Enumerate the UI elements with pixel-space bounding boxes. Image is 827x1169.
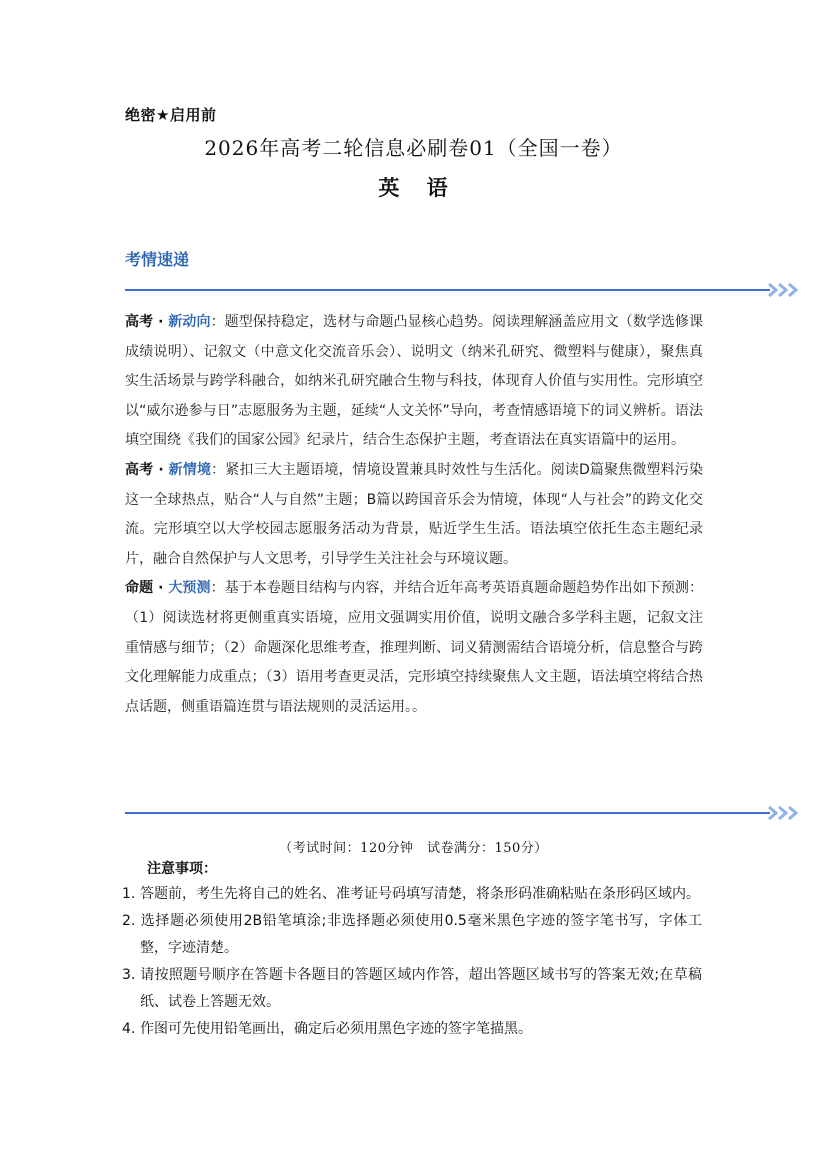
overview-paragraph xyxy=(125,456,703,574)
note-item xyxy=(122,908,702,962)
paragraph-text: ：题型保持稳定，选材与命题凸显核心趋势。阅读理解涵盖应用文（数学选修课成绩说明）、记叙文（中意文化交流音乐会）、说明文（纳米孔研究、微塑料与健康），聚焦真实生活场景与跨学科融合，如纳米孔研究融合生物与科技，体现育人价值与实用性。完形填空以“威尔逊参与日”志愿服务为主题，延续“人文关怀”导向，考查情感语境下的词义辨析。语法填空围绕《我们的国家公园》纪录片，结合生态保护主题，考查语法在真实语篇中的运用。 xyxy=(125,314,703,449)
exam-info: （考试时间：120分钟 试卷满分：150分） xyxy=(279,841,548,856)
paragraph-label: 高考 · xyxy=(125,461,169,478)
overview-content xyxy=(125,308,703,722)
note-number: 3. xyxy=(122,967,136,983)
paragraph-label: 高考 · xyxy=(125,314,169,330)
paragraph-tag: 新情境 xyxy=(168,461,212,478)
exam-title: 2026年高考二轮信息必刷卷01（全国一卷） xyxy=(204,136,623,160)
note-number: 1. xyxy=(122,886,136,902)
note-number: 4. xyxy=(122,1021,136,1037)
notes-heading: 注意事项： xyxy=(147,861,217,877)
note-text: 作图可先使用铅笔画出，确定后必须用黑色字迹的签字笔描黑。 xyxy=(140,1021,532,1037)
note-number: 2. xyxy=(122,913,136,929)
overview-paragraph xyxy=(125,308,703,456)
note-item xyxy=(122,1016,702,1043)
confidential-label: 绝密★启用前 xyxy=(125,106,217,124)
note-text: 选择题必须使用2B铅笔填涂;非选择题必须使用0.5毫米黑色字迹的签字笔书写，字体工整，字迹清楚。 xyxy=(140,913,702,956)
bottom-divider xyxy=(125,806,801,820)
paragraph-label: 命题 · xyxy=(125,580,169,597)
note-text: 请按照题号顺序在答题卡各题目的答题区域内作答，超出答题区域书写的答案无效;在草稿纸、试卷上答题无效。 xyxy=(140,967,702,1010)
double-chevron-icon xyxy=(767,806,801,820)
paragraph-text: ：紧扣三大主题语境，情境设置兼具时效性与生活化。阅读D篇聚焦微塑料污染这一全球热点，贴合“人与自然”主题；B篇以跨国音乐会为情境，体现“人与社会”的跨文化交流。完形填空以大学校园志愿服务活动为背景，贴近学生生活。语法填空依托生态主题纪录片，融合自然保护与人文思考，引导学生关注社会与环境议题。 xyxy=(125,461,703,567)
divider-line xyxy=(125,812,770,814)
paragraph-tag: 新动向 xyxy=(168,314,211,330)
overview-paragraph xyxy=(125,574,703,722)
top-divider xyxy=(125,283,801,297)
notes-list xyxy=(122,881,702,1043)
double-chevron-icon xyxy=(767,283,801,297)
paragraph-text: ：基于本卷题目结构与内容，并结合近年高考英语真题命题趋势作出如下预测：（1）阅读选材将更侧重真实语境，应用文强调实用价值，说明文融合多学科主题，记叙文注重情感与细节；（2）命题深化思维考查，推理判断、词义猜测需结合语境分析，信息整合与跨文化理解能力成重点；（3）语用考查更灵活，完形填空持续聚焦人文主题，语法填空将结合热点话题，侧重语篇连贯与语法规则的灵活运用。。 xyxy=(125,580,703,715)
note-text: 答题前，考生先将自己的姓名、准考证号码填写清楚，将条形码准确粘贴在条形码区域内。 xyxy=(140,886,700,902)
divider-line xyxy=(125,289,770,291)
subject-title: 英 语 xyxy=(378,175,449,200)
overview-heading: 考情速递 xyxy=(125,250,190,269)
paragraph-tag: 大预测 xyxy=(168,580,211,597)
note-item xyxy=(122,881,702,908)
note-item xyxy=(122,962,702,1016)
